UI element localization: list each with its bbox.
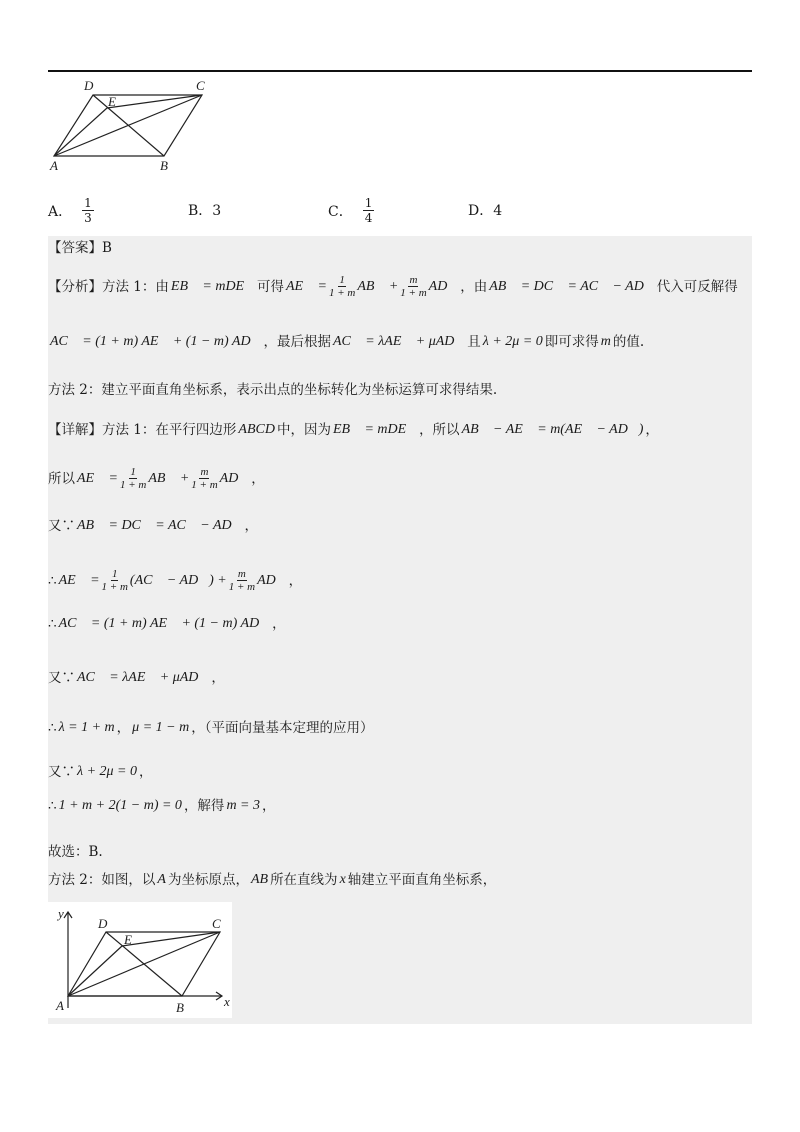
detail-line-1 bbox=[48, 420, 659, 440]
analysis-eq-2 bbox=[286, 274, 458, 299]
detail-l11-mid: 为坐标原点， bbox=[167, 872, 249, 888]
detail-l10-text: 故选：B. bbox=[48, 844, 103, 860]
detail-l4-pre: ∴ bbox=[48, 572, 57, 589]
detail-l2-f1n: 1 bbox=[130, 466, 136, 478]
option-c[interactable] bbox=[328, 196, 374, 225]
detail-l9-eq2: m = 3 bbox=[226, 798, 260, 813]
detail-line-6 bbox=[48, 668, 225, 688]
detail-l1-abcd: ABCD bbox=[238, 422, 275, 437]
detail-l4-comma: ， bbox=[288, 572, 303, 589]
option-d[interactable] bbox=[468, 200, 502, 220]
detail-line-5 bbox=[48, 614, 286, 634]
detail-line-4 bbox=[48, 568, 302, 593]
analysis-eq-7: m bbox=[600, 334, 611, 349]
label-c: C bbox=[196, 78, 205, 93]
answer-line bbox=[48, 238, 112, 258]
label-c2: C bbox=[212, 916, 221, 931]
option-a-label: A． bbox=[48, 203, 73, 220]
option-d-label: D．4 bbox=[468, 203, 503, 219]
analysis-line-1 bbox=[48, 274, 738, 299]
analysis-method-2 bbox=[48, 380, 497, 400]
option-c-numerator: 1 bbox=[364, 196, 373, 210]
detail-l4-fn: 1 bbox=[111, 568, 118, 580]
detail-l6-pre: 又∵ bbox=[48, 670, 75, 686]
analysis-text-1: 可得 bbox=[257, 278, 284, 295]
detail-l9-pre: ∴ bbox=[48, 798, 57, 814]
analysis-eq-2-frac2-num: m bbox=[409, 274, 418, 286]
detail-l9-end: ， bbox=[262, 798, 276, 814]
analysis-line-2 bbox=[48, 332, 644, 352]
detail-l1-eq2: AB⃗ − AE⃗ = m(AE⃗ − AD⃗) bbox=[461, 422, 644, 437]
detail-l4-lhs: AE⃗ = bbox=[58, 572, 100, 588]
analysis-text-4: ，最后根据 bbox=[263, 334, 331, 350]
option-c-denominator: 4 bbox=[364, 211, 373, 225]
analysis-text-2: ，由 bbox=[460, 278, 488, 295]
coordinate-figure bbox=[48, 902, 232, 1018]
analysis-text-7: 的值. bbox=[612, 334, 645, 350]
detail-l9-eq: 1 + m + 2(1 − m) = 0 bbox=[58, 798, 182, 813]
answer-text: 【答案】B bbox=[48, 240, 112, 256]
segment-ae-2 bbox=[68, 946, 122, 996]
detail-l2-comma: ， bbox=[251, 470, 265, 487]
detail-l6-eq: AC⃗ = λAE⃗ + μAD⃗ bbox=[77, 670, 210, 685]
detail-l5-end: ， bbox=[272, 616, 286, 632]
analysis-eq-2-mid: AB⃗ + bbox=[357, 278, 399, 294]
detail-line-10 bbox=[48, 842, 103, 862]
detail-l9-mid: ，解得 bbox=[183, 798, 225, 814]
analysis-text-5: 且 bbox=[467, 334, 481, 350]
detail-l2-lhs: AE⃗ = bbox=[77, 470, 118, 486]
option-b[interactable] bbox=[188, 200, 221, 220]
label-a: A bbox=[50, 158, 58, 173]
analysis-eq-1: EB⃗ = mDE⃗ bbox=[170, 278, 255, 294]
analysis-eq-2-end: AD⃗ bbox=[428, 278, 459, 294]
option-a[interactable] bbox=[48, 196, 94, 225]
analysis-eq-2-frac1-den: 1 + m bbox=[328, 287, 356, 299]
detail-line-3 bbox=[48, 516, 258, 536]
detail-l8-pre: 又∵ bbox=[48, 764, 75, 780]
analysis-head: 【分析】方法 1：由 bbox=[48, 278, 169, 295]
detail-l8-end: ， bbox=[139, 764, 153, 780]
label-a2: A bbox=[56, 998, 64, 1013]
detail-l4-mid: (AC⃗ − AD⃗) + bbox=[129, 572, 227, 588]
detail-line-2 bbox=[48, 466, 265, 491]
analysis-text-6: 即可求得 bbox=[544, 334, 599, 350]
detail-l4-f2d: 1 + m bbox=[228, 581, 256, 593]
label-e2: E bbox=[124, 932, 132, 947]
label-y: y bbox=[58, 906, 64, 921]
detail-l2-f2d: 1 + m bbox=[191, 479, 218, 491]
detail-l4-fd: 1 + m bbox=[101, 581, 128, 593]
detail-l2-f1d: 1 + m bbox=[119, 479, 147, 491]
analysis-eq-2-lhs: AE⃗ = bbox=[286, 278, 327, 294]
label-d2: D bbox=[98, 916, 108, 931]
segment-de-b bbox=[93, 95, 164, 156]
detail-l7-eq1: λ = 1 + m bbox=[58, 720, 115, 735]
label-x2: x bbox=[224, 994, 230, 1009]
detail-l3-pre: 又∵ bbox=[48, 518, 75, 534]
segment-ec-2 bbox=[122, 932, 220, 946]
detail-l1-end: ， bbox=[645, 422, 659, 438]
option-a-denominator: 3 bbox=[84, 211, 92, 225]
analysis-eq-6: λ + 2μ = 0 bbox=[482, 334, 543, 349]
detail-l11-mid2: 所在直线为 bbox=[270, 872, 338, 888]
detail-line-11 bbox=[48, 870, 496, 890]
detail-l2-pre: 所以 bbox=[48, 470, 75, 487]
parallelogram-figure bbox=[48, 78, 218, 174]
analysis-method-2-text: 方法 2：建立平面直角坐标系，表示出点的坐标转化为坐标运算可求得结果. bbox=[48, 382, 498, 398]
detail-l2-mid: AB⃗ + bbox=[148, 470, 190, 486]
detail-l11-pre: 方法 2：如图，以 bbox=[48, 872, 156, 888]
option-c-label: C． bbox=[328, 203, 353, 220]
label-b2: B bbox=[176, 1000, 184, 1015]
detail-line-8 bbox=[48, 762, 153, 782]
detail-l2-end: AD⃗ bbox=[219, 470, 250, 486]
analysis-eq-5: AC⃗ = λAE⃗ + μAD⃗ bbox=[332, 334, 466, 349]
detail-l4-end: AD⃗ bbox=[257, 572, 287, 588]
detail-l11-end: 轴建立平面直角坐标系， bbox=[347, 872, 497, 888]
detail-l11-x: x bbox=[339, 872, 346, 887]
option-b-label: B．3 bbox=[188, 203, 222, 219]
detail-l1-so: ，所以 bbox=[419, 422, 460, 438]
detail-l3-end: ， bbox=[244, 518, 258, 534]
detail-l3-eq: AB⃗ = DC⃗ = AC⃗ − AD⃗ bbox=[77, 518, 243, 533]
detail-l1-mid: 中，因为 bbox=[276, 422, 331, 438]
detail-l2-f2n: m bbox=[200, 466, 209, 478]
detail-l7-end: ，（平面向量基本定理的应用） bbox=[191, 720, 374, 736]
analysis-text-3: 代入可反解得 bbox=[656, 278, 738, 295]
detail-l7-eq2: μ = 1 − m bbox=[132, 720, 190, 735]
detail-l7-sep: ， bbox=[116, 720, 131, 736]
label-e: E bbox=[108, 94, 116, 109]
option-a-numerator: 1 bbox=[84, 196, 92, 210]
analysis-eq-4: AC⃗ = (1 + m) AE⃗ + (1 − m) AD⃗ bbox=[50, 334, 262, 349]
detail-line-7 bbox=[48, 718, 373, 738]
detail-l5-eq: AC⃗ = (1 + m) AE⃗ + (1 − m) AD⃗ bbox=[58, 616, 271, 631]
detail-l11-ab: AB bbox=[250, 872, 269, 887]
detail-l8-eq: λ + 2μ = 0 bbox=[77, 764, 137, 779]
detail-l11-a: A bbox=[157, 872, 166, 887]
label-b: B bbox=[160, 158, 168, 173]
detail-l6-end: ， bbox=[211, 670, 225, 686]
detail-l7-pre: ∴ bbox=[48, 720, 57, 736]
analysis-eq-3: AB⃗ = DC⃗ = AC⃗ − AD⃗ bbox=[489, 278, 655, 294]
analysis-eq-2-frac2-den: 1 + m bbox=[400, 287, 427, 299]
detail-l1-eq: EB⃗ = mDE⃗ bbox=[332, 422, 418, 437]
segment-db-2 bbox=[106, 932, 182, 996]
detail-line-9 bbox=[48, 796, 276, 816]
detail-l1-head: 【详解】方法 1：在平行四边形 bbox=[48, 422, 237, 438]
detail-l5-pre: ∴ bbox=[48, 616, 57, 632]
detail-l4-eq bbox=[59, 568, 287, 593]
detail-l2-eq bbox=[77, 466, 249, 491]
analysis-eq-2-frac1-num: 1 bbox=[339, 274, 345, 286]
detail-l4-f2n: m bbox=[237, 568, 246, 580]
header-rule bbox=[48, 70, 752, 72]
label-d: D bbox=[84, 78, 94, 93]
